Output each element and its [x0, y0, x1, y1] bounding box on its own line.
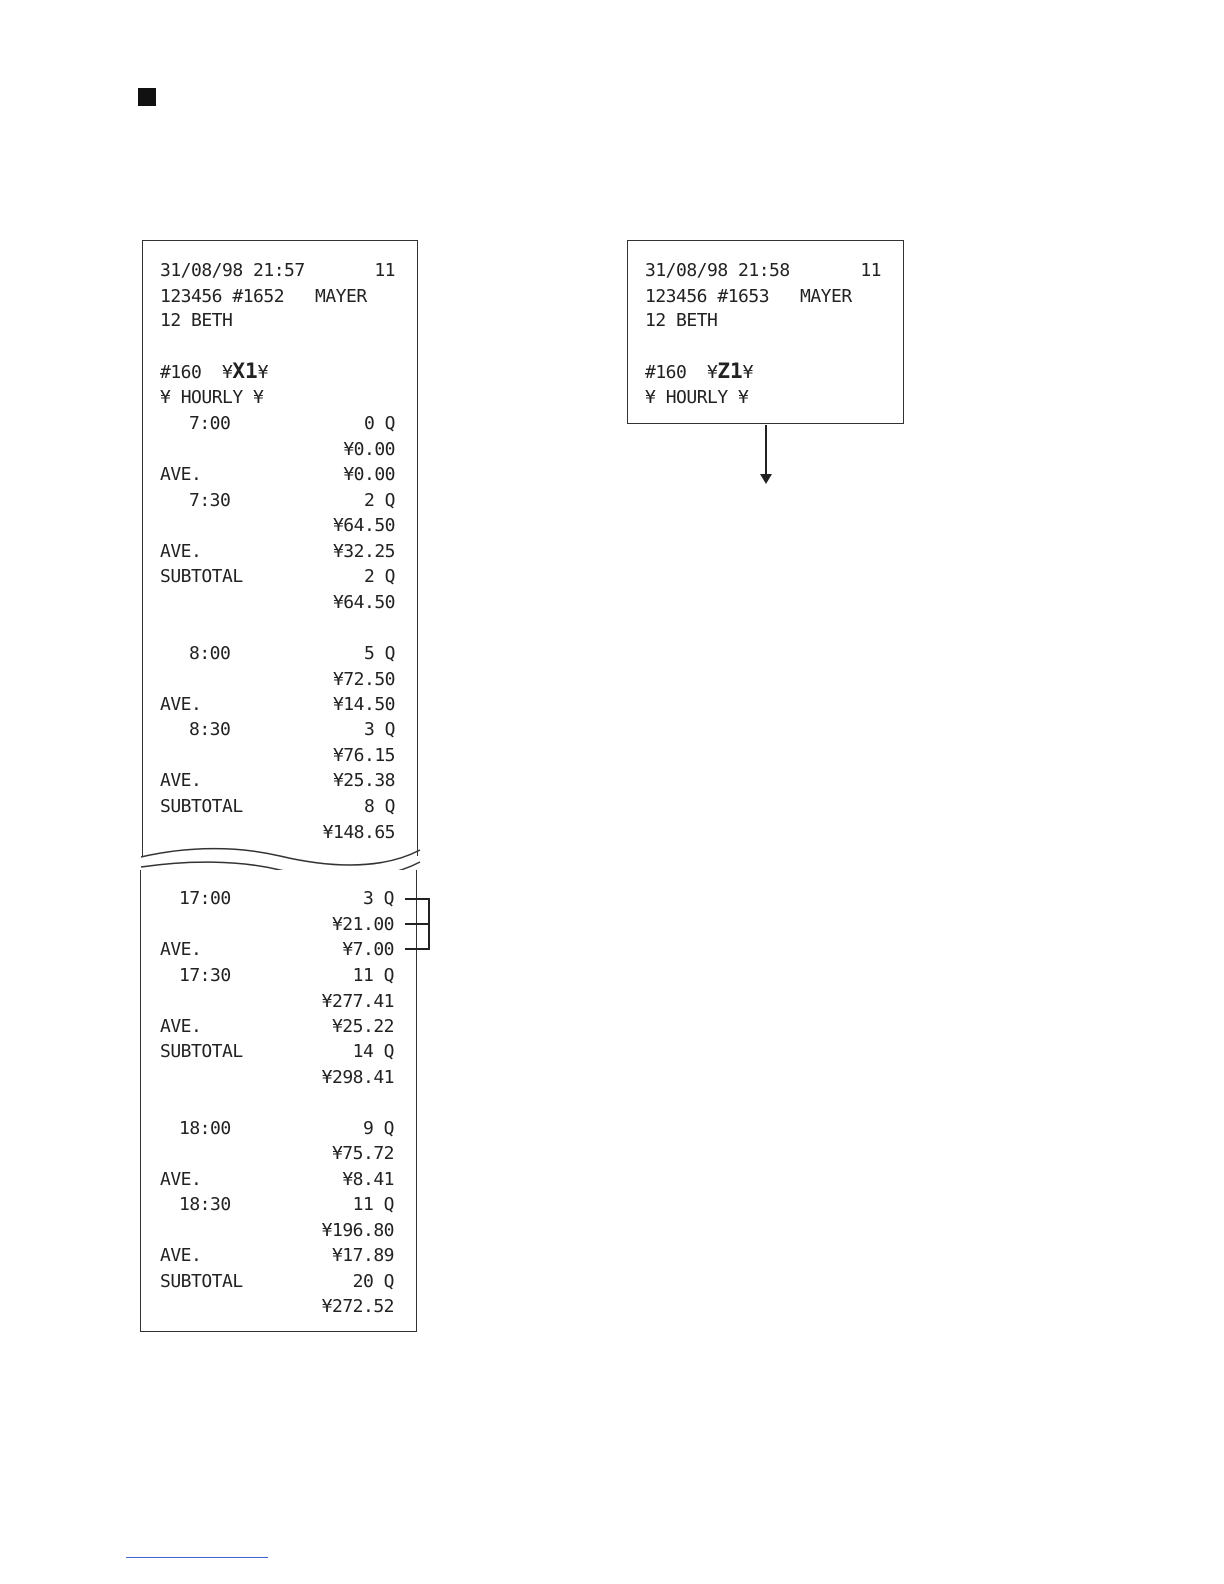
row-label: AVE.	[160, 1169, 202, 1190]
row-label: AVE.	[160, 939, 202, 960]
row-label: 7:30	[189, 490, 231, 511]
row-value: 2 Q	[363, 490, 395, 511]
row-value: ¥17.89	[331, 1245, 394, 1266]
receipt-clerk2: 12 BETH	[645, 310, 718, 331]
row-value: ¥0.00	[343, 464, 395, 485]
receipt-machine-no: 11	[860, 260, 881, 281]
row-label: AVE.	[160, 694, 202, 715]
row-value: ¥21.00	[331, 914, 394, 935]
row-label: SUBTOTAL	[160, 796, 243, 817]
receipt-store-line: 123456 #1653	[645, 286, 770, 307]
receipt-store-line: 123456 #1652	[160, 286, 285, 307]
row-value: 3 Q	[363, 719, 395, 740]
row-label: 7:00	[189, 413, 231, 434]
report-no: #160	[160, 362, 202, 383]
arrow-down-icon	[760, 474, 772, 484]
row-label: 8:30	[189, 719, 231, 740]
row-value: ¥32.25	[332, 541, 395, 562]
row-label: 17:00	[179, 888, 231, 909]
continue-arrow-line	[765, 425, 767, 477]
row-value: 8 Q	[363, 796, 395, 817]
receipt-clerk2: 12 BETH	[160, 310, 233, 331]
row-label: AVE.	[160, 541, 202, 562]
report-title: HOURLY	[665, 387, 728, 408]
row-label: AVE.	[160, 770, 202, 791]
receipt-date-time: 31/08/98 21:58	[645, 260, 790, 281]
section-bullet	[138, 88, 156, 106]
receipt-date-time: 31/08/98 21:57	[160, 260, 305, 281]
row-value: 11 Q	[352, 965, 394, 986]
footer-link-rule	[126, 1557, 268, 1558]
row-value: ¥25.22	[331, 1016, 394, 1037]
row-value: ¥277.41	[321, 991, 394, 1012]
row-label: AVE.	[160, 1016, 202, 1037]
report-mode: X1	[232, 359, 258, 383]
row-value: 14 Q	[352, 1041, 394, 1062]
receipt-clerk: MAYER	[800, 286, 852, 307]
row-value: ¥64.50	[332, 515, 395, 536]
row-label: 8:00	[189, 643, 231, 664]
receipt-clerk: MAYER	[315, 286, 367, 307]
row-value: ¥0.00	[343, 439, 395, 460]
callout-bracket	[428, 898, 430, 950]
row-value: ¥148.65	[322, 822, 395, 843]
receipt-machine-no: 11	[374, 260, 395, 281]
row-value: 9 Q	[362, 1118, 394, 1139]
x1-hourly-receipt-bottom	[140, 870, 417, 1332]
callout-line	[405, 948, 429, 950]
row-value: ¥25.38	[332, 770, 395, 791]
row-label: AVE.	[160, 1245, 202, 1266]
row-label: 18:00	[179, 1118, 231, 1139]
row-value: 0 Q	[363, 413, 395, 434]
report-mode: Z1	[717, 359, 743, 383]
row-value: 11 Q	[352, 1194, 394, 1215]
row-label: SUBTOTAL	[160, 1041, 243, 1062]
row-label: 17:30	[179, 965, 231, 986]
report-title-line: ¥ HOURLY ¥	[160, 387, 264, 408]
row-value: ¥72.50	[332, 669, 395, 690]
row-value: ¥298.41	[321, 1067, 394, 1088]
row-value: ¥76.15	[332, 745, 395, 766]
row-value: ¥272.52	[321, 1296, 394, 1317]
report-header: #160 ¥Z1¥	[645, 359, 754, 383]
row-value: ¥196.80	[321, 1220, 394, 1241]
z1-hourly-receipt	[627, 240, 904, 424]
callout-line	[405, 898, 429, 900]
row-value: 5 Q	[363, 643, 395, 664]
row-value: ¥7.00	[342, 939, 394, 960]
report-no: #160	[645, 362, 687, 383]
row-value: ¥75.72	[331, 1143, 394, 1164]
callout-line	[405, 923, 429, 925]
row-value: ¥8.41	[342, 1169, 394, 1190]
row-label: 18:30	[179, 1194, 231, 1215]
row-value: 2 Q	[363, 566, 395, 587]
row-value: 20 Q	[352, 1271, 394, 1292]
row-label: AVE.	[160, 464, 202, 485]
row-value: ¥64.50	[332, 592, 395, 613]
row-label: SUBTOTAL	[160, 566, 243, 587]
row-label: SUBTOTAL	[160, 1271, 243, 1292]
x1-hourly-receipt-top	[142, 240, 418, 856]
row-value: ¥14.50	[332, 694, 395, 715]
row-value: 3 Q	[362, 888, 394, 909]
report-title: HOURLY	[180, 387, 243, 408]
report-header: #160 ¥X1¥	[160, 359, 269, 383]
report-title-line: ¥ HOURLY ¥	[645, 387, 749, 408]
